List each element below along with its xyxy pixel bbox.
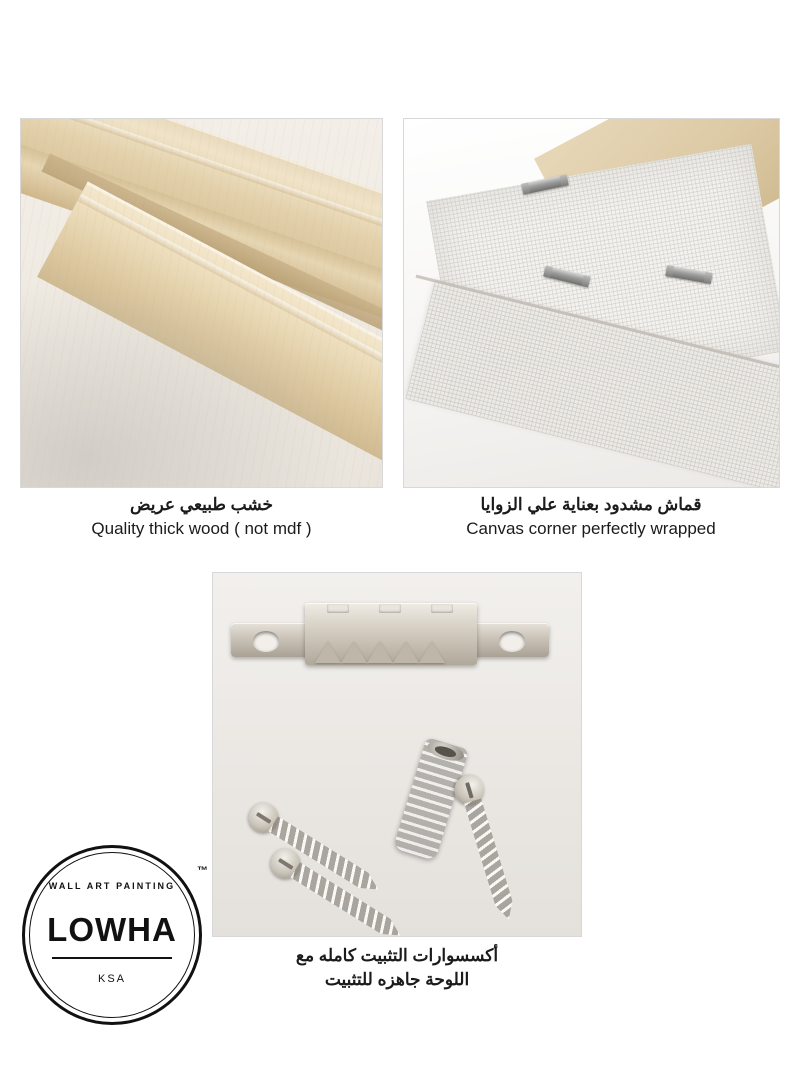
logo-tagline: WALL ART PAINTING <box>48 881 176 891</box>
wood-caption-arabic: خشب طبيعي عريض <box>129 495 274 514</box>
hanger-notch <box>431 604 453 613</box>
hanger-screw-hole <box>499 631 525 651</box>
wood-frame-photo <box>20 118 383 488</box>
hanger-tooth <box>341 641 367 663</box>
canvas-caption-arabic: قماش مشدود بعناية علي الزوايا <box>480 495 702 514</box>
hanger-notch <box>327 604 349 613</box>
hardware-caption <box>206 945 588 994</box>
hanger-tooth <box>367 641 393 663</box>
wood-caption-english: Quality thick wood ( not mdf ) <box>91 519 312 539</box>
logo-country: KSA <box>97 973 126 985</box>
hardware-caption-arabic-line1: أكسسوارات التثبيت كامله مع <box>295 946 499 965</box>
hanger-screw-hole <box>253 631 279 651</box>
hanger-tooth <box>419 641 445 663</box>
hanger-notch <box>379 604 401 613</box>
hanger-tooth <box>393 641 419 663</box>
canvas-caption-english: Canvas corner perfectly wrapped <box>466 519 716 539</box>
logo-divider <box>52 957 172 959</box>
brand-logo <box>22 845 208 1025</box>
hardware-photo <box>212 572 582 937</box>
canvas-caption <box>400 494 782 541</box>
trademark-icon: ™ <box>197 865 208 877</box>
hanger-tooth <box>315 641 341 663</box>
canvas-corner-photo <box>403 118 780 488</box>
wood-photo-shadow <box>21 119 382 487</box>
wood-caption <box>14 494 389 541</box>
sawtooth-hanger-icon <box>231 603 549 675</box>
logo-brand-name: LOWHA <box>47 911 177 948</box>
hardware-caption-arabic-line2: اللوحة جاهزه للتثبيت <box>324 970 470 990</box>
